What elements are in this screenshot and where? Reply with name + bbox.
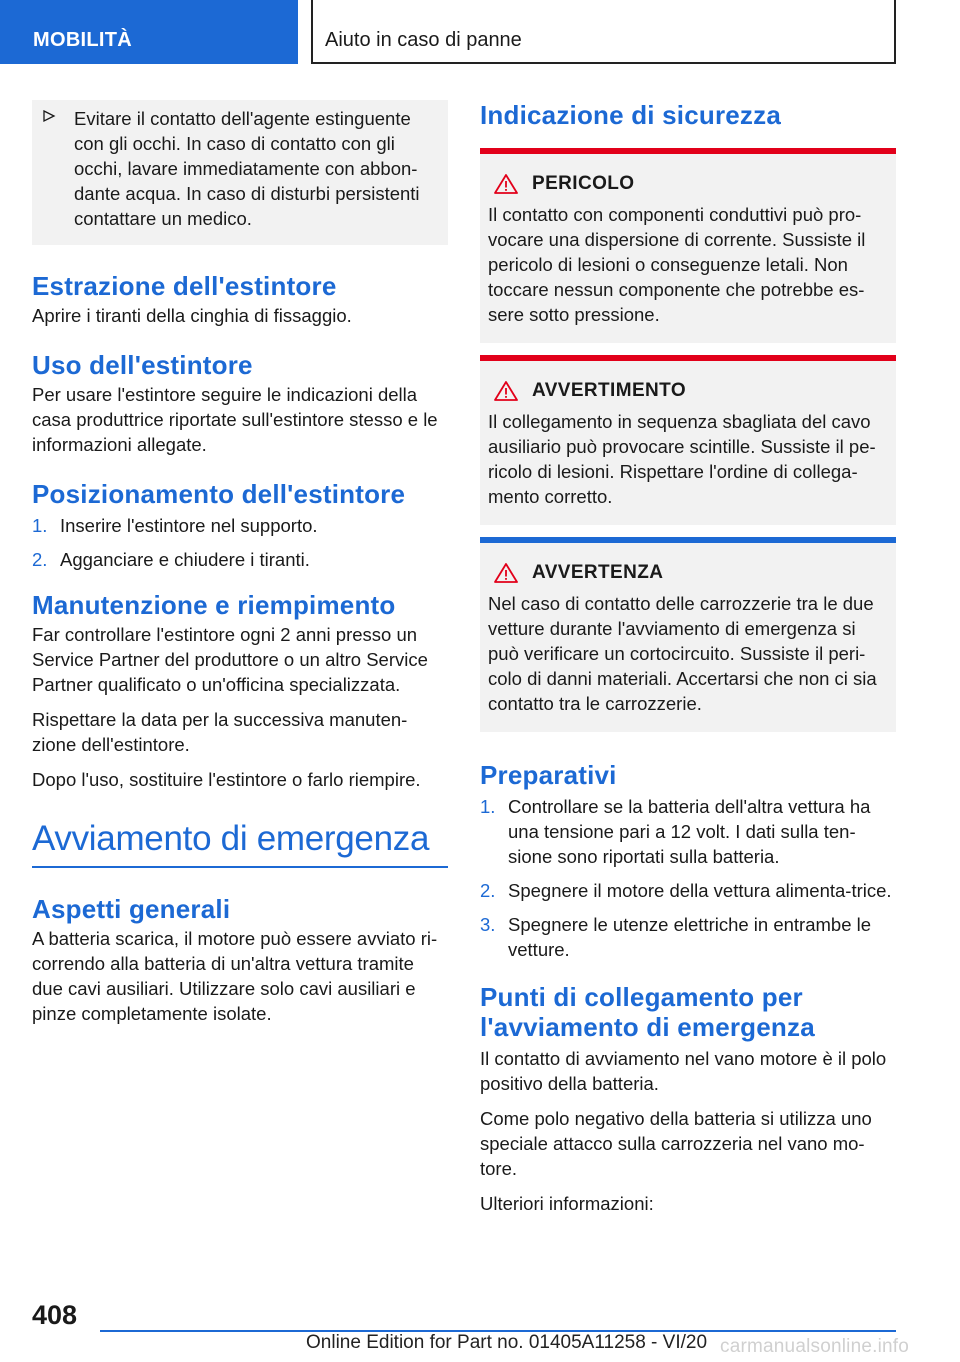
warning-triangle-icon [488,379,524,403]
page-number: 408 [32,1300,78,1330]
step-text: Inserire l'estintore nel supporto. [60,515,318,536]
triangle-right-icon [42,106,74,231]
section-preparations [480,760,896,962]
heading-usage: Uso dell'estintore [32,350,253,380]
warning-triangle-icon [488,172,524,196]
footer-edition: Online Edition for Part no. 01405A11258 - VI/20 [306,1332,708,1353]
warning-box-warning [480,355,896,525]
warning-spacer [480,525,896,537]
left-column [32,100,448,1026]
section-extraction [32,271,448,328]
text-maintenance-1: Far controllare l'estintore ogni 2 anni presso un Service Partner del produttore o un altro Service Partner qualificato o un'officina specializzata. [32,624,428,695]
text-connection-1: Il contatto di avviamento nel vano motore è il polo positivo della batteria. [480,1048,887,1094]
list-item [480,878,896,903]
heading-emergency-start: Avviamento di emergenza [32,819,430,858]
step-number: 1. [32,515,48,536]
heading-extraction: Estrazione dell'estintore [32,271,337,301]
step-number: 1. [480,796,496,817]
step-text: Agganciare e chiudere i tiranti. [60,549,310,570]
preparation-steps [480,794,896,962]
warning-spacer [480,343,896,355]
header-chapter-box [311,0,896,64]
warning-title: PERICOLO [532,173,635,194]
step-text: Controllare se la batteria dell'altra vettura ha una tensione pari a 12 volt. I dati sulla ten‐sione sono riportati sulla batteria. [508,796,871,867]
text-usage: Per usare l'estintore seguire le indicazioni della casa produttrice riportate sull'estintore stesso e le informazioni allegate. [32,384,438,455]
text-general: A batteria scarica, il motore può essere avviato ri‐correndo alla batteria di un'altra vettura tramite due cavi ausiliari. Utilizzare solo cavi ausiliari e pinze completamente isolate. [32,928,438,1024]
header-section-tab [0,0,298,64]
text-connection-3: Ulteriori informazioni: [480,1193,654,1214]
warning-text: Il contatto con componenti conduttivi può pro‐vocare una dispersione di corrente. Sussiste il pericolo di lesioni o conseguenze letali. Non toccare nessun componente che potrebbe es‐sere sotto pressione. [488,204,866,325]
warning-title: AVVERTENZA [532,562,664,583]
heading-safety: Indicazione di sicurezza [480,100,781,130]
text-maintenance-3: Dopo l'uso, sostituire l'estintore o farlo riempire. [32,769,421,790]
positioning-steps [32,513,448,572]
right-column [480,100,896,1216]
warning-text: Nel caso di contatto delle carrozzerie tra le due vetture durante l'avviamento di emergenza si può verificare un cortocircuito. Sussiste il peri‐colo di danni materiali. Accertarsi che non ci sia contatto tra le carrozzerie. [488,593,877,714]
step-number: 2. [32,549,48,570]
header-chapter-label: Aiuto in caso di panne [325,29,522,51]
header-section-label: MOBILITÀ [33,29,133,51]
list-item [480,912,896,962]
hint-text: Evitare il contatto dell'agente estinguente con gli occhi. In caso di contatto con gli occhi, lavare immediatamente con abbon‐dante acqua. In caso di disturbi persistenti contattare un medico. [74,108,420,229]
section-maintenance [32,590,448,792]
warning-triangle-icon [488,561,524,585]
warning-text: Il collegamento in sequenza sbagliata del cavo ausiliario può provocare scintille. Sussiste il pe‐ricolo di lesioni. Rispettare l'ordine di collega‐mento corretto. [488,411,876,507]
text-extraction: Aprire i tiranti della cinghia di fissaggio. [32,305,352,326]
section-connection-points [480,982,896,1216]
section-general [32,894,448,1026]
step-number: 3. [480,914,496,935]
step-text: Spegnere il motore della vettura alimenta‐trice. [508,880,892,901]
list-item [32,513,448,538]
heading-maintenance: Manutenzione e riempimento [32,590,396,620]
heading-connection-points: Punti di collegamento per l'avviamento di emergenza [480,982,815,1042]
section-emergency-start [32,818,448,868]
step-number: 2. [480,880,496,901]
warning-title: AVVERTIMENTO [532,380,686,401]
step-text: Spegnere le utenze elettriche in entrambe le vetture. [508,914,872,960]
warning-box-danger [480,148,896,343]
list-item [32,547,448,572]
heading-preparations: Preparativi [480,760,617,790]
text-maintenance-2: Rispettare la data per la successiva manuten‐zione dell'estintore. [32,709,408,755]
warning-stack [480,148,896,732]
footer-watermark: carmanualsonline.info [720,1336,910,1357]
section-positioning [32,479,448,572]
heading-general: Aspetti generali [32,894,231,924]
text-connection-2: Come polo negativo della batteria si utilizza uno speciale attacco sulla carrozzeria nel vano mo‐tore. [480,1108,872,1179]
section-usage [32,350,448,457]
warning-box-notice [480,537,896,732]
list-item [480,794,896,869]
hint-box [32,100,448,245]
heading-positioning: Posizionamento dell'estintore [32,479,406,509]
heading-rule [32,866,448,868]
